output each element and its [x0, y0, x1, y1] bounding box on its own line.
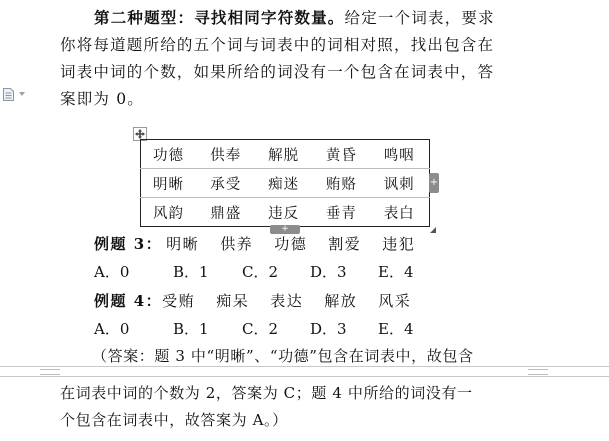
table-cell[interactable]: 承受 [198, 169, 256, 198]
example-3-label: 例题 3： [94, 235, 163, 253]
add-row-button[interactable]: + [270, 225, 300, 234]
option-e: E．4 [378, 320, 414, 338]
option-b: B．1 [173, 263, 209, 281]
example-4-word: 解放 [324, 292, 358, 310]
table-cell[interactable]: 风韵 [141, 198, 199, 227]
section-heading: 第二种题型：寻找相同字符数量。 [94, 8, 345, 27]
example-4-word: 表达 [270, 292, 304, 310]
option-a: A．0 [94, 320, 130, 338]
option-c: C．2 [242, 320, 279, 338]
example-3-options [94, 262, 434, 282]
option-d: D．3 [310, 263, 347, 281]
table-row [141, 198, 430, 227]
table-cell[interactable]: 鸣咽 [372, 140, 430, 169]
table-cell[interactable]: 讽刺 [372, 169, 430, 198]
table-cell[interactable]: 鼎盛 [198, 198, 256, 227]
word-table [140, 139, 430, 227]
example-3-word: 明晰 [166, 235, 200, 253]
intro-line-2: 你将每道题所给的五个词与词表中的词相对照，找出包含在 [60, 36, 495, 54]
example-3-word: 供养 [220, 235, 254, 253]
table-cell[interactable]: 供奉 [198, 140, 256, 169]
table-row [141, 169, 430, 198]
answer-line-1: （答案：题 3 中“明晰”、“功德”包含在词表中，故包含 [92, 347, 474, 365]
example-3-line [94, 234, 415, 254]
example-4-word: 痴呆 [216, 292, 250, 310]
table-cell[interactable]: 解脱 [256, 140, 314, 169]
table-cell[interactable]: 垂青 [314, 198, 372, 227]
table-cell[interactable]: 贿赂 [314, 169, 372, 198]
table-cell[interactable]: 违反 [256, 198, 314, 227]
table-row [141, 140, 430, 169]
example-4-options [94, 319, 434, 339]
option-d: D．3 [310, 320, 347, 338]
option-e: E．4 [378, 263, 414, 281]
page-break-marker [40, 369, 60, 375]
answer-line-2: 在词表中词的个数为 2，答案为 C；题 4 中所给的词没有一 [60, 384, 473, 402]
example-4-word: 受贿 [162, 292, 196, 310]
page-break [0, 366, 609, 377]
answer-line-3: 个包含在词表中，故答案为 A。） [60, 411, 288, 429]
intro-line-4: 案即为 0。 [60, 90, 144, 108]
page-break-marker [528, 369, 548, 375]
example-4-line [94, 291, 411, 311]
table-cell[interactable]: 黄昏 [314, 140, 372, 169]
example-4-word: 风采 [378, 292, 412, 310]
intro-line-1-rest: 给定一个词表，要求 [344, 9, 495, 27]
table-resize-handle[interactable] [430, 227, 436, 233]
example-3-word: 功德 [274, 235, 308, 253]
intro-line-3: 词表中词的个数，如果所给的词没有一个包含在词表中，答 [60, 63, 495, 81]
add-column-button[interactable]: + [429, 173, 439, 193]
chevron-down-icon[interactable] [19, 92, 25, 96]
example-3-word: 违犯 [382, 235, 416, 253]
example-3-word: 割爱 [328, 235, 362, 253]
table-cell[interactable]: 明晰 [141, 169, 199, 198]
option-c: C．2 [242, 263, 279, 281]
table-cell[interactable]: 表白 [372, 198, 430, 227]
example-4-label: 例题 4： [94, 292, 163, 310]
option-a: A．0 [94, 263, 130, 281]
document-icon[interactable] [3, 88, 14, 101]
intro-line-1 [94, 8, 495, 28]
table-cell[interactable]: 功德 [141, 140, 199, 169]
table-cell[interactable]: 痴迷 [256, 169, 314, 198]
option-b: B．1 [173, 320, 209, 338]
